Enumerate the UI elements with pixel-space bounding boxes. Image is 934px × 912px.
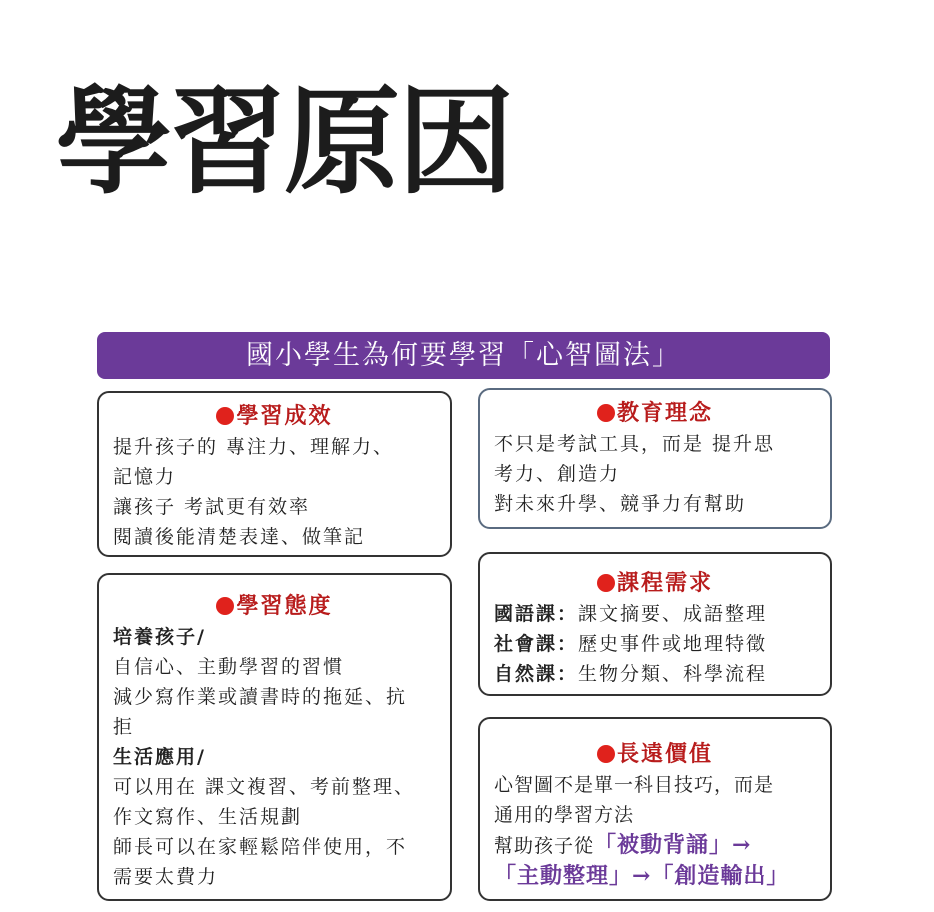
- text-line: 拒: [113, 716, 135, 738]
- text-line: 減少寫作業或讀書時的拖延、抗: [113, 686, 408, 708]
- page-title: 學習原因: [56, 75, 512, 210]
- text-line: [494, 861, 816, 892]
- card-learning-results: [97, 391, 452, 557]
- red-dot-icon: [597, 404, 615, 422]
- row-label: 自然課：: [494, 663, 579, 685]
- row-text: 生物分類、科學流程: [578, 663, 768, 685]
- text-line: 作文寫作、生活規劃: [113, 806, 303, 828]
- red-dot-icon: [597, 745, 615, 763]
- text-line: 需要太費力: [113, 866, 219, 888]
- text-line: 不只是考試工具，而是 提升思: [494, 433, 776, 455]
- card-heading: [494, 566, 816, 597]
- subheading: 培養孩子/: [113, 626, 206, 648]
- text-line: 對未來升學、競爭力有幫助: [494, 493, 747, 515]
- card-curriculum-needs: [478, 552, 832, 696]
- text-line: 可以用在 課文複習、考前整理、: [113, 776, 416, 798]
- highlight-text: 「被動背誦」→: [594, 832, 752, 858]
- text-prefix: 幫助孩子從: [494, 835, 595, 857]
- text-line: 心智圖不是單一科目技巧，而是: [494, 774, 775, 796]
- heading-text: 學習成效: [236, 403, 333, 429]
- text-line: 提升孩子的 專注力、理解力、: [113, 436, 395, 458]
- red-dot-icon: [597, 574, 615, 592]
- card-heading: [494, 737, 816, 768]
- heading-text: 教育理念: [616, 400, 713, 426]
- heading-text: 長遠價值: [616, 741, 713, 767]
- text-line: 讓孩子 考試更有效率: [113, 496, 311, 518]
- curriculum-row: [494, 629, 816, 659]
- curriculum-row: [494, 599, 816, 629]
- card-heading: [494, 396, 816, 427]
- highlight-text: 「主動整理」→「創造輸出」: [494, 863, 790, 889]
- card-heading: [113, 399, 436, 430]
- text-line: 師長可以在家輕鬆陪伴使用，不: [113, 836, 408, 858]
- heading-text: 學習態度: [236, 593, 333, 619]
- row-label: 國語課：: [494, 603, 579, 625]
- text-line: 通用的學習方法: [494, 804, 635, 826]
- red-dot-icon: [216, 407, 234, 425]
- row-text: 歷史事件或地理特徵: [578, 633, 768, 655]
- card-long-term-value: [478, 717, 832, 901]
- subheading: 生活應用/: [113, 746, 206, 768]
- heading-text: 課程需求: [616, 570, 713, 596]
- row-text: 課文摘要、成語整理: [578, 603, 768, 625]
- curriculum-row: [494, 659, 816, 689]
- card-heading: [113, 589, 436, 620]
- text-line: [494, 830, 816, 861]
- text-line: 閱讀後能清楚表達、做筆記: [113, 526, 366, 548]
- row-label: 社會課：: [494, 633, 579, 655]
- text-line: 記憶力: [113, 466, 177, 488]
- text-line: 自信心、主動學習的習慣: [113, 656, 345, 678]
- banner: 國小學生為何要學習「心智圖法」: [97, 332, 830, 379]
- card-learning-attitude: [97, 573, 452, 901]
- text-line: 考力、創造力: [494, 463, 621, 485]
- red-dot-icon: [216, 597, 234, 615]
- card-education-philosophy: [478, 388, 832, 529]
